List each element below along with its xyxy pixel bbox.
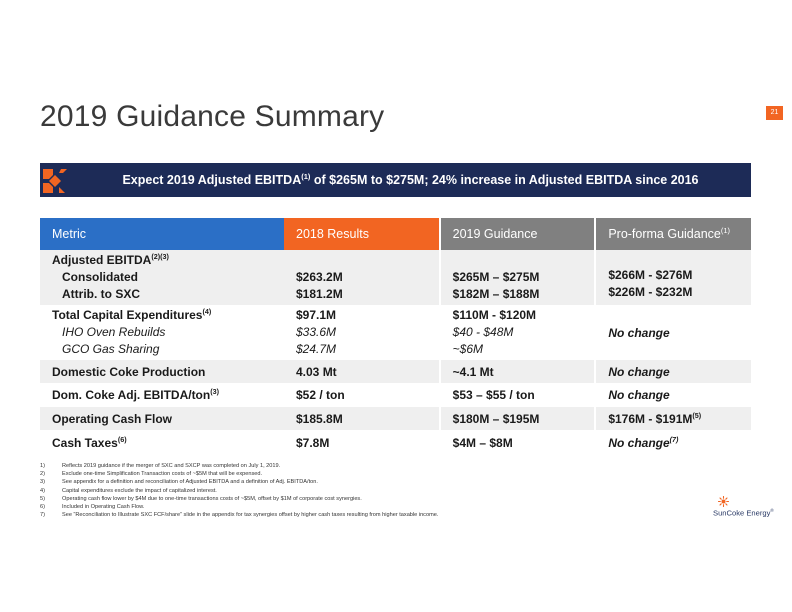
table-row <box>40 360 751 383</box>
row-label-capex: Total Capital Expenditures$^{(4)}$ IHO Oven Rebuilds GCO Gas Sharing <box>52 307 212 356</box>
row-label-operating-cash-flow: Operating Cash Flow <box>40 407 284 430</box>
cell-2019: $4M – $8M <box>440 430 596 456</box>
headline-banner <box>40 163 751 197</box>
cell-2018: $97.1M $33.6M $24.7M <box>296 308 337 356</box>
cell-2019: $180M – $195M <box>440 407 596 430</box>
cell-2018: $7.8M <box>296 436 330 450</box>
footnote: 4) Capital expenditures exclude the impact of capitalized interest. <box>40 487 217 494</box>
table-row <box>40 430 751 456</box>
header-2019-guidance: 2019 Guidance <box>440 218 596 250</box>
cell-pro-forma: $176M - $\$191M^{(5)}$ <box>595 407 751 430</box>
guidance-table <box>40 218 751 456</box>
cell-2018: $185.8M <box>284 407 440 430</box>
cell-2019: ~4.1 Mt <box>440 360 596 383</box>
footnote: 3) See appendix for a definition and reconciliation of Adjusted EBITDA and a definition of Adj. EBITDA/ton. <box>40 479 318 486</box>
cell-pro-forma: No change <box>595 360 751 383</box>
footnotes <box>40 462 438 519</box>
footnote: 6) Included in Operating Cash Flow. <box>40 504 145 511</box>
cell-2019: $265M – $275M $182M – $188M <box>440 250 596 305</box>
page-title: 2019 Guidance Summary <box>40 100 385 133</box>
cell-2018: 4.03 Mt <box>284 360 440 383</box>
banner-text: Expect 2019 Adjusted EBITDA$^{(1)}$ of $265M to $275M; 24% increase in Adjusted EBITDA since 2016 <box>122 171 699 187</box>
footnote: 5) Operating cash flow lower by $4M due to one-time transactions costs of ~$5M, offset by $1M of corporate cost synergies. <box>40 495 362 502</box>
logo-text: SunCoke Energy® <box>713 508 774 518</box>
row-label-cash-taxes: Cash Taxes$^{(6)}$ <box>52 435 127 450</box>
page-number: 21 <box>766 106 783 120</box>
cell-pro-forma: No change <box>595 305 751 360</box>
header-metric: Metric <box>40 218 284 250</box>
header-2018-results: 2018 Results <box>284 218 440 250</box>
table-row <box>40 250 751 305</box>
footnote: 1) Reflects 2019 guidance if the merger of SXC and SXCP was completed on July 1, 2019. <box>40 463 281 469</box>
header-pro-forma: Pro-forma Guidance$^{(1)}$ <box>595 218 751 250</box>
cell-2018: $263.2M $181.2M <box>284 250 440 305</box>
table-row <box>40 305 751 360</box>
table-header <box>40 218 751 250</box>
cell-pro-forma: No change <box>595 383 751 407</box>
cell-pro-forma: $266M - $276M $226M - $232M <box>595 250 751 305</box>
footnote: 2) Exclude one-time Simplification Transaction costs of ~$5M that will be expensed. <box>40 471 263 478</box>
cell-pro-forma: No change$^{(7)}$ <box>595 430 751 456</box>
cell-2019: $53 – $55 / ton <box>440 383 596 407</box>
row-label-dom-coke-ebitda-ton: Dom. Coke Adj. EBITDA/ton$^{(3)}$ <box>52 387 220 402</box>
cell-2019: $110M - $120M $40 - $48M ~$6M <box>440 305 596 360</box>
row-label-coke-production: Domestic Coke Production <box>40 360 284 383</box>
suncoke-logo <box>713 496 773 518</box>
table-row <box>40 407 751 430</box>
footnote: 7) See “Reconciliation to Illustrate SXC FCF/share” slide in the appendix for tax synergies offset by higher cash taxes resulting from higher taxable income. <box>40 512 439 519</box>
sun-icon <box>718 496 729 507</box>
row-label-adjusted-ebitda: Adjusted $EBITDA^{(2)(3)}$ Consolidated Attrib. to SXC <box>40 250 284 305</box>
table-row <box>40 383 751 407</box>
cell-2018: $52 / ton <box>296 388 345 402</box>
